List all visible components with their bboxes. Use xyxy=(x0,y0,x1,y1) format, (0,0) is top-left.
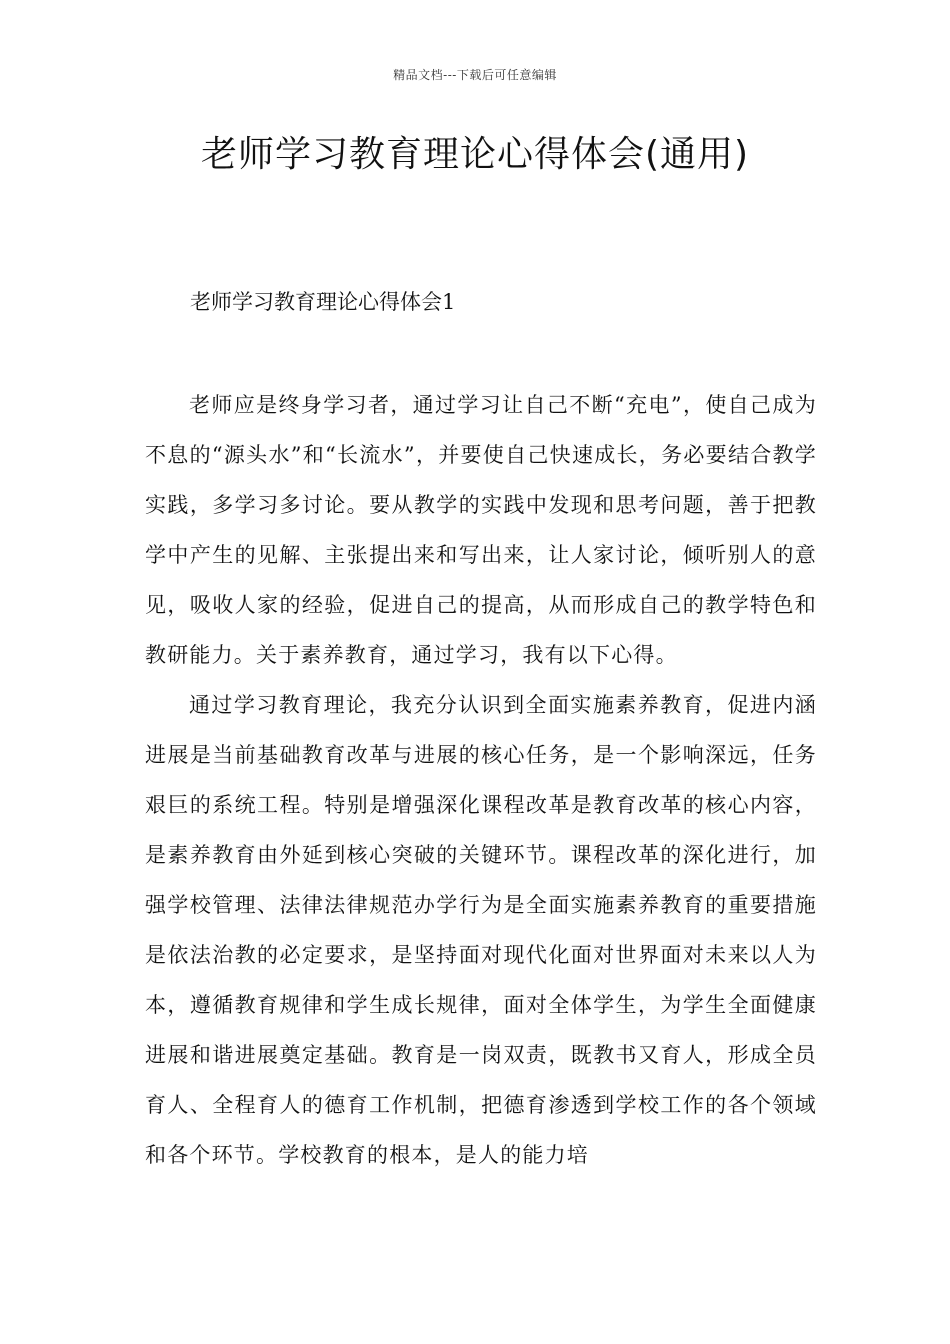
paragraph-1: 老师应是终身学习者，通过学习让自己不断“充电”，使自己成为不息的“源头水”和“长流水”，并要使自己快速成长，务必要结合教学实践，多学习多讨论。要从教学的实践中发现和思考问题，善于把教学中产生的见解、主张提出来和写出来，让人家讨论，倾听别人的意见，吸收人家的经验，促进自己的提高，从而形成自己的教学特色和教研能力。关于素养教育，通过学习，我有以下心得。 xyxy=(145,393,817,667)
body-text xyxy=(145,380,817,1180)
document-title: 老师学习教育理论心得体会(通用) xyxy=(200,134,750,175)
paragraph-2: 通过学习教育理论，我充分认识到全面实施素养教育，促进内涵进展是当前基础教育改革与进展的核心任务，是一个影响深远，任务艰巨的系统工程。特别是增强深化课程改革是教育改革的核心内容，是素养教育由外延到核心突破的关键环节。课程改革的深化进行，加强学校管理、法律法律规范办学行为是全面实施素养教育的重要措施是依法治教的必定要求，是坚持面对现代化面对世界面对未来以人为本，遵循教育规律和学生成长规律，面对全体学生，为学生全面健康进展和谐进展奠定基础。教育是一岗双责，既教书又育人，形成全员育人、全程育人的德育工作机制，把德育渗透到学校工作的各个领域和各个环节。学校教育的根本，是人的能力培 xyxy=(145,693,817,1167)
section-heading: 老师学习教育理论心得体会1 xyxy=(190,290,456,314)
header-note: 精品文档---下载后可任意编辑 xyxy=(393,68,557,82)
